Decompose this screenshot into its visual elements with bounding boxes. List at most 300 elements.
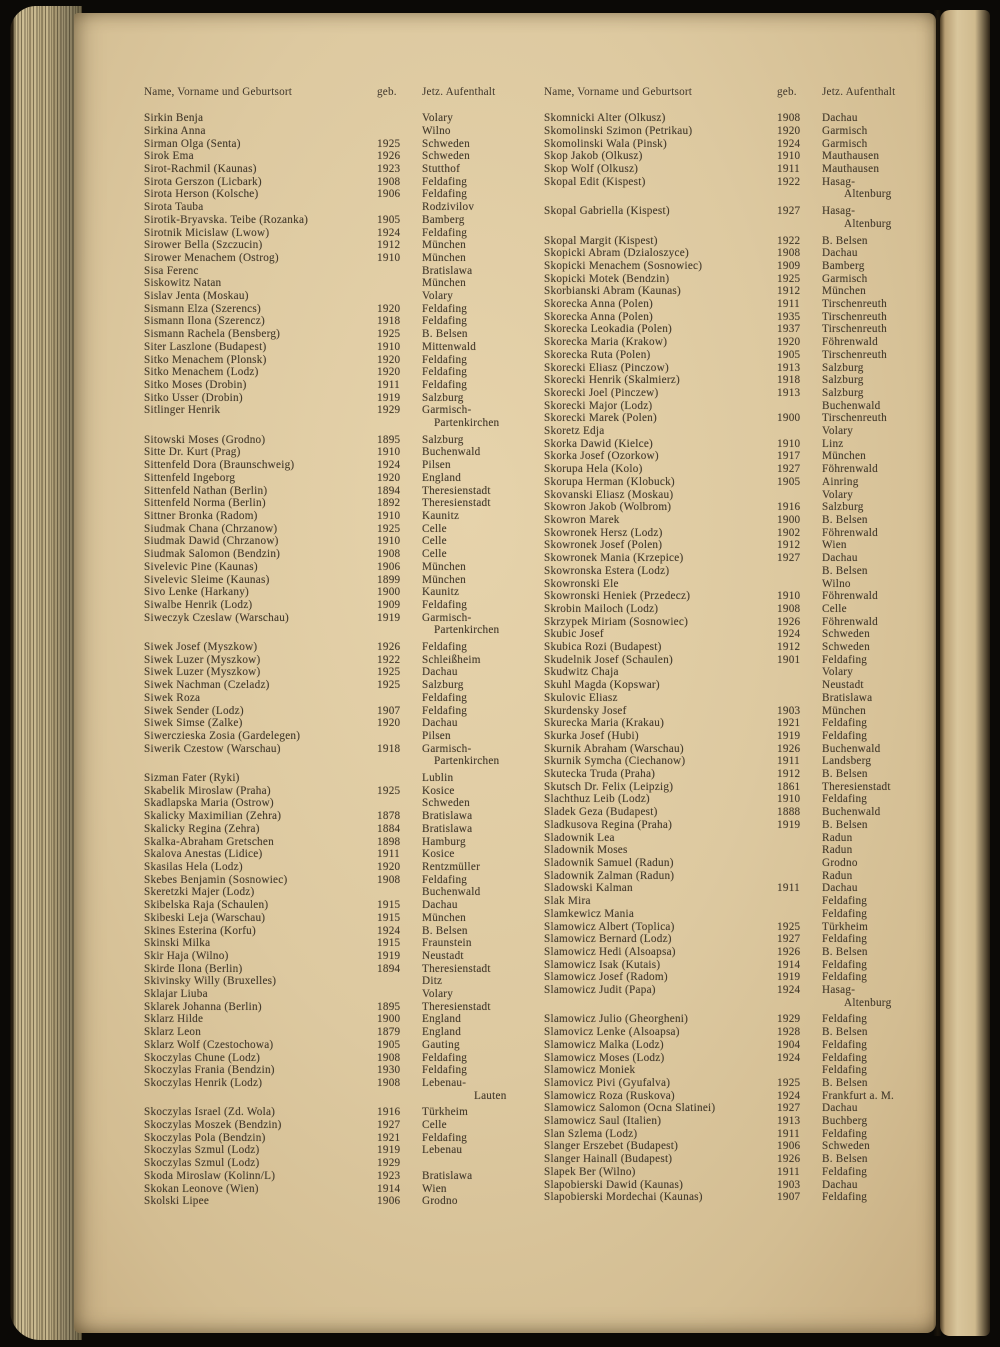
list-row (144, 861, 544, 874)
name-cell: Skinski Milka (144, 937, 211, 950)
name-cell: Sirota Tauba (144, 201, 204, 214)
list-row (144, 950, 544, 963)
name-cell: Skubica Rozi (Budapest) (544, 641, 662, 654)
res-cell: Feldafing (422, 873, 468, 886)
res-cell: B. Belsen (822, 818, 868, 831)
list-row (544, 323, 944, 336)
name-cell: Skalicky Regina (Zehra) (144, 822, 260, 835)
geb-cell: 1928 (777, 1026, 801, 1039)
res-cell: Dachau (822, 247, 858, 260)
geb-cell: 1920 (777, 336, 801, 349)
res-cell: München (422, 277, 467, 290)
list-row (144, 1106, 544, 1119)
name-cell: Sismann Ilona (Szerencz) (144, 315, 265, 328)
geb-cell: 1925 (377, 522, 401, 535)
res-cell: Schweden (822, 628, 870, 641)
name-cell: Skurnik Abraham (Warschau) (544, 742, 684, 755)
list-row (144, 641, 544, 654)
geb-cell: 1924 (777, 1089, 801, 1102)
list-row (144, 176, 544, 189)
list-row (544, 717, 944, 730)
name-cell: Siudmak Chana (Chrzanow) (144, 522, 278, 535)
list-row (144, 201, 544, 214)
geb-cell: 1913 (777, 386, 801, 399)
name-cell: Siwerczieska Zosia (Gardelegen) (144, 729, 301, 742)
list-row (544, 450, 944, 463)
column-header (544, 86, 944, 99)
geb-cell: 1908 (377, 1076, 401, 1089)
res-cell: Tirschenreuth (822, 412, 887, 425)
list-row (144, 523, 544, 536)
name-cell: Skop Jakob (Olkusz) (544, 150, 643, 163)
geb-cell (377, 886, 422, 899)
geb-cell (377, 1090, 422, 1103)
list-row (144, 785, 544, 798)
name-cell: Slamowicz Isak (Kutais) (544, 958, 661, 971)
header-geb-col: geb. (777, 86, 797, 98)
name-cell: Slamowicz Hedi (Alsoapsa) (544, 945, 676, 958)
list-row (144, 1077, 544, 1090)
list-row (144, 497, 544, 510)
res-cell: Hamburg (422, 835, 466, 848)
res-cell: Bratislawa (822, 691, 873, 704)
res-cell: Salzburg (422, 433, 464, 446)
res-cell: Bamberg (422, 213, 465, 226)
res-cell: Kosice (422, 784, 455, 797)
res-cell: Ditz (422, 975, 443, 988)
name-cell: Skorecka Ruta (Polen) (544, 348, 651, 361)
name-cell: Slak Mira (544, 895, 591, 908)
list-row (544, 705, 944, 718)
list-row (144, 810, 544, 823)
geb-cell (377, 201, 422, 214)
geb-cell: 1919 (777, 818, 801, 831)
name-cell: Sladownik Samuel (Radun) (544, 856, 674, 869)
geb-cell: 1910 (777, 437, 801, 450)
geb-cell: 1905 (777, 348, 801, 361)
name-cell: Slamowicz Roza (Ruskova) (544, 1089, 675, 1102)
geb-cell: 1925 (777, 1076, 801, 1089)
res-cell: Türkheim (822, 920, 869, 933)
geb-cell: 1908 (377, 873, 401, 886)
geb-cell (377, 417, 422, 430)
list-row (544, 1013, 944, 1026)
list-row (144, 227, 544, 240)
column-header (144, 86, 544, 99)
res-cell: Buchenwald (822, 806, 881, 819)
list-row (144, 290, 544, 303)
geb-cell: 1909 (777, 259, 801, 272)
geb-cell: 1915 (377, 899, 401, 912)
name-cell: Siwek Luzer (Myszkow) (144, 653, 261, 666)
name-cell: Slamowicz Josef (Radom) (544, 971, 668, 984)
name-cell: Sirotik-Bryavska. Teibe (Rozanka) (144, 213, 309, 226)
list-row (544, 921, 944, 934)
name-cell: Slamowicz Saul (Italien) (544, 1115, 662, 1128)
res-cell: Föhrenwald (822, 526, 878, 539)
geb-cell: 1925 (377, 328, 401, 341)
res-cell: Feldafing (822, 653, 868, 666)
res-cell: Feldafing (422, 188, 468, 201)
res-cell: Feldafing (422, 1131, 468, 1144)
geb-cell (377, 772, 422, 785)
list-row (544, 438, 944, 451)
name-cell: Siwalbe Henrik (Lodz) (144, 598, 253, 611)
geb-cell: 1935 (777, 310, 801, 323)
name-cell: Skorecki Major (Lodz) (544, 399, 653, 412)
geb-cell: 1912 (777, 641, 801, 654)
geb-cell: 1907 (377, 704, 401, 717)
list-row (544, 514, 944, 527)
res-cell: Tirschenreuth (822, 323, 887, 336)
name-cell: Sismann Elza (Szerencs) (144, 302, 261, 315)
geb-cell: 1906 (377, 188, 401, 201)
list-row (144, 988, 544, 1001)
res-cell: Buchenwald (822, 399, 881, 412)
list-row (144, 717, 544, 730)
list-row (544, 176, 944, 189)
geb-cell (377, 277, 422, 290)
name-cell: Skasilas Hela (Lodz) (144, 860, 243, 873)
res-cell: Salzburg (422, 679, 464, 692)
name-cell: Sklarz Wolf (Czestochowa) (144, 1038, 274, 1051)
list-row (544, 971, 944, 984)
geb-cell: 1924 (777, 137, 801, 150)
name-cell: Skebes Benjamin (Sosnowiec) (144, 873, 288, 886)
name-list-column-left (144, 86, 544, 1208)
res-cell: England (422, 471, 462, 484)
res-cell: Bratislawa (422, 822, 473, 835)
geb-cell: 1922 (377, 653, 401, 666)
geb-cell (377, 125, 422, 138)
name-cell: Sklajar Liuba (144, 988, 208, 1001)
geb-cell: 1906 (377, 560, 401, 573)
res-cell: Kosice (422, 848, 455, 861)
header-name-col: Name, Vorname und Geburtsort (144, 86, 293, 98)
list-row (544, 112, 944, 125)
geb-cell: 1908 (377, 1051, 401, 1064)
name-cell: Skorka Josef (Ozorkow) (544, 450, 659, 463)
res-cell: Feldafing (822, 933, 868, 946)
geb-cell: 1907 (777, 1191, 801, 1204)
name-cell: Skowronski Ele (544, 577, 619, 590)
list-row (144, 730, 544, 743)
name-cell: Slan Szlema (Lodz) (544, 1127, 638, 1140)
res-cell: Wilno (822, 577, 851, 590)
name-list-column-right (544, 86, 944, 1204)
name-cell: Skorecki Henrik (Skalmierz) (544, 374, 680, 387)
res-cell: Feldafing (422, 353, 468, 366)
geb-cell: 1919 (377, 1144, 401, 1157)
list-row (544, 616, 944, 629)
list-row (544, 205, 944, 218)
list-row (144, 354, 544, 367)
res-cell: Partenkirchen (434, 755, 500, 768)
list-row (544, 1077, 944, 1090)
list-row (144, 150, 544, 163)
list-row (544, 476, 944, 489)
name-cell: Slapobierski Dawid (Kaunas) (544, 1178, 684, 1191)
list-row (144, 836, 544, 849)
name-cell: Skop Wolf (Olkusz) (544, 163, 639, 176)
res-cell: Altenburg (844, 188, 892, 201)
list-row (544, 641, 944, 654)
list-row (544, 235, 944, 248)
geb-cell: 1912 (777, 285, 801, 298)
list-row (144, 510, 544, 523)
list-row (544, 895, 944, 908)
geb-cell: 1879 (377, 1026, 401, 1039)
name-cell: Skivinsky Willy (Bruxelles) (144, 975, 277, 988)
list-row (544, 285, 944, 298)
list-row (544, 527, 944, 540)
list-row (144, 1119, 544, 1132)
res-cell: Tirschenreuth (822, 298, 887, 311)
list-row (144, 561, 544, 574)
res-cell: B. Belsen (822, 945, 868, 958)
geb-cell: 1937 (777, 323, 801, 336)
geb-cell: 1911 (777, 298, 800, 311)
name-cell: Sizman Fater (Ryki) (144, 772, 240, 785)
list-row (144, 937, 544, 950)
list-row (144, 535, 544, 548)
geb-cell (377, 988, 422, 1001)
geb-cell: 1900 (377, 1013, 401, 1026)
list-row (544, 832, 944, 845)
name-cell: Sitko Menachem (Plonsk) (144, 353, 267, 366)
name-cell: Siudmak Salomon (Bendzin) (144, 548, 281, 561)
name-cell: Slamowicz Judit (Papa) (544, 984, 656, 997)
geb-cell: 1911 (377, 848, 400, 861)
list-row (544, 539, 944, 552)
res-cell: Celle (422, 522, 447, 535)
geb-cell (777, 679, 822, 692)
list-row (144, 705, 544, 718)
geb-cell (777, 400, 822, 413)
res-cell: Feldafing (822, 717, 868, 730)
name-cell: Sismann Rachela (Bensberg) (144, 328, 281, 341)
res-cell: Tirschenreuth (822, 348, 887, 361)
name-cell: Skowronska Estera (Lodz) (544, 564, 670, 577)
res-cell: Stutthof (422, 163, 461, 176)
name-cell: Skadlapska Maria (Ostrow) (144, 797, 274, 810)
name-cell: Sladownik Lea (544, 831, 615, 844)
geb-cell (777, 692, 822, 705)
name-cell: Skomnicki Alter (Olkusz) (544, 112, 666, 125)
name-cell: Skowronek Hersz (Lodz) (544, 526, 663, 539)
geb-cell (377, 265, 422, 278)
geb-cell: 1878 (377, 810, 401, 823)
list-row (144, 277, 544, 290)
name-cell: Skorka Dawid (Kielce) (544, 437, 654, 450)
res-cell: Lauten (474, 1089, 507, 1102)
geb-cell: 1917 (777, 450, 801, 463)
geb-cell: 1926 (777, 615, 801, 628)
name-cell: Sivo Lenke (Harkany) (144, 586, 250, 599)
name-cell: Skoczylas Israel (Zd. Wola) (144, 1106, 276, 1119)
geb-cell: 1920 (377, 366, 401, 379)
list-row (144, 214, 544, 227)
name-cell: Sitko Moses (Drobin) (144, 378, 247, 391)
name-cell: Siweczyk Czeslaw (Warschau) (144, 611, 290, 624)
geb-cell (377, 624, 422, 637)
list-row (544, 781, 944, 794)
geb-cell (377, 112, 422, 125)
geb-cell: 1906 (377, 1195, 401, 1208)
geb-cell: 1911 (777, 1165, 800, 1178)
list-row (144, 1157, 544, 1170)
res-cell: Landsberg (822, 755, 872, 768)
geb-cell: 1884 (377, 822, 401, 835)
geb-cell: 1922 (777, 175, 801, 188)
list-row (144, 848, 544, 861)
res-cell: Salzburg (822, 374, 864, 387)
name-cell: Skutsch Dr. Felix (Leipzig) (544, 780, 674, 793)
name-cell: Skoczylas Henrik (Lodz) (144, 1076, 263, 1089)
res-cell: Pilsen (422, 459, 451, 472)
geb-cell: 1919 (777, 971, 801, 984)
res-cell: Tirschenreuth (822, 310, 887, 323)
list-row-continuation (544, 188, 944, 201)
name-cell: Skalka-Abraham Gretschen (144, 835, 274, 848)
res-cell: Buchenwald (422, 886, 481, 899)
name-cell: Skudelnik Josef (Schaulen) (544, 653, 673, 666)
res-cell: Bratislawa (422, 264, 473, 277)
geb-cell: 1921 (377, 1131, 401, 1144)
name-cell: Sirota Herson (Kolsche) (144, 188, 259, 201)
geb-cell: 1920 (377, 471, 401, 484)
geb-cell (377, 692, 422, 705)
res-cell: Lebenau (422, 1144, 463, 1157)
name-cell: Siwek Sender (Lodz) (144, 704, 244, 717)
geb-cell: 1905 (377, 213, 401, 226)
list-row (144, 975, 544, 988)
list-row (144, 485, 544, 498)
geb-cell: 1926 (777, 1153, 801, 1166)
name-cell: Sirotnik Micislaw (Lwow) (144, 226, 270, 239)
geb-cell (377, 730, 422, 743)
list-row (544, 150, 944, 163)
res-cell: Garmisch- (422, 404, 472, 417)
name-cell: Skirde Ilona (Berlin) (144, 962, 243, 975)
geb-cell: 1925 (377, 784, 401, 797)
geb-cell: 1919 (377, 611, 401, 624)
name-cell: Skorupa Hela (Kolo) (544, 463, 643, 476)
list-row (144, 1026, 544, 1039)
list-row (144, 886, 544, 899)
geb-cell: 1924 (777, 1051, 801, 1064)
list-row (544, 882, 944, 895)
name-cell: Sirower Bella (Szczucin) (144, 239, 263, 252)
name-cell: Siwek Josef (Myszkow) (144, 641, 258, 654)
res-cell: Dachau (422, 899, 458, 912)
name-cell: Sittenfeld Dora (Braunschweig) (144, 459, 295, 472)
geb-cell: 1904 (777, 1038, 801, 1051)
name-cell: Skibeski Leja (Warschau) (144, 911, 266, 924)
list-row (144, 612, 544, 625)
name-cell: Skowronek Josef (Polen) (544, 539, 663, 552)
name-cell: Skulovic Eliasz (544, 691, 618, 704)
list-row (544, 692, 944, 705)
res-cell: Radun (822, 844, 853, 857)
name-cell: Sirkin Benja (144, 112, 204, 125)
geb-cell: 1923 (377, 163, 401, 176)
list-row (544, 844, 944, 857)
res-cell: Salzburg (822, 361, 864, 374)
geb-cell: 1909 (377, 598, 401, 611)
res-cell: München (822, 450, 867, 463)
geb-cell: 1929 (777, 1013, 801, 1026)
name-cell: Sirok Ema (144, 150, 194, 163)
list-row (544, 374, 944, 387)
geb-cell: 1919 (377, 949, 401, 962)
geb-cell: 1918 (377, 315, 401, 328)
geb-cell: 1926 (377, 150, 401, 163)
geb-cell (777, 666, 822, 679)
res-cell: Hasag- (822, 175, 856, 188)
res-cell: Bamberg (822, 259, 865, 272)
res-cell: Garmisch (822, 272, 868, 285)
res-cell: Volary (422, 988, 454, 1001)
list-row (544, 387, 944, 400)
list-row (544, 730, 944, 743)
list-row (544, 273, 944, 286)
list-row (544, 1090, 944, 1103)
name-cell: Skorbianski Abram (Kaunas) (544, 285, 681, 298)
res-cell: Dachau (422, 666, 458, 679)
book-page (74, 13, 936, 1333)
name-cell: Siwek Nachman (Czeladz) (144, 679, 270, 692)
header-name-col: Name, Vorname und Geburtsort (544, 86, 693, 98)
list-row (544, 1179, 944, 1192)
geb-cell: 1927 (777, 463, 801, 476)
name-cell: Skoczylas Szmul (Lodz) (144, 1157, 260, 1170)
name-cell: Skorecki Marek (Polen) (544, 412, 657, 425)
name-cell: Skowronski Heniek (Przedecz) (544, 590, 691, 603)
res-cell: Wien (822, 539, 847, 552)
name-cell: Skabelik Miroslaw (Praha) (144, 784, 271, 797)
geb-cell: 1903 (777, 704, 801, 717)
res-cell: Lebenau- (422, 1076, 467, 1089)
geb-cell: 1861 (777, 780, 801, 793)
res-cell: Celle (822, 602, 847, 615)
list-row (144, 963, 544, 976)
list-row (144, 912, 544, 925)
res-cell: Theresienstadt (422, 497, 491, 510)
list-row (544, 311, 944, 324)
list-row (144, 586, 544, 599)
name-cell: Skalova Anestas (Lidice) (144, 848, 263, 861)
name-cell: Siwek Simse (Zalke) (144, 717, 243, 730)
name-cell: Skolski Lipee (144, 1195, 210, 1208)
res-cell: Schweden (822, 1140, 870, 1153)
res-cell: Feldafing (422, 1064, 468, 1077)
res-cell: Feldafing (822, 971, 868, 984)
list-row (144, 472, 544, 485)
res-cell: Bratislawa (422, 810, 473, 823)
name-cell: Sirot-Rachmil (Kaunas) (144, 163, 257, 176)
geb-cell: 1908 (777, 602, 801, 615)
res-cell: Türkheim (422, 1106, 469, 1119)
name-cell: Skubic Josef (544, 628, 604, 641)
list-row (144, 1183, 544, 1196)
name-cell: Skoczylas Frania (Bendzin) (144, 1064, 275, 1077)
geb-cell: 1910 (377, 535, 401, 548)
name-cell: Sitko Usser (Drobin) (144, 391, 243, 404)
res-cell: Schleißheim (422, 653, 481, 666)
name-cell: Skorecka Maria (Krakow) (544, 336, 668, 349)
res-cell: Feldafing (822, 1051, 868, 1064)
